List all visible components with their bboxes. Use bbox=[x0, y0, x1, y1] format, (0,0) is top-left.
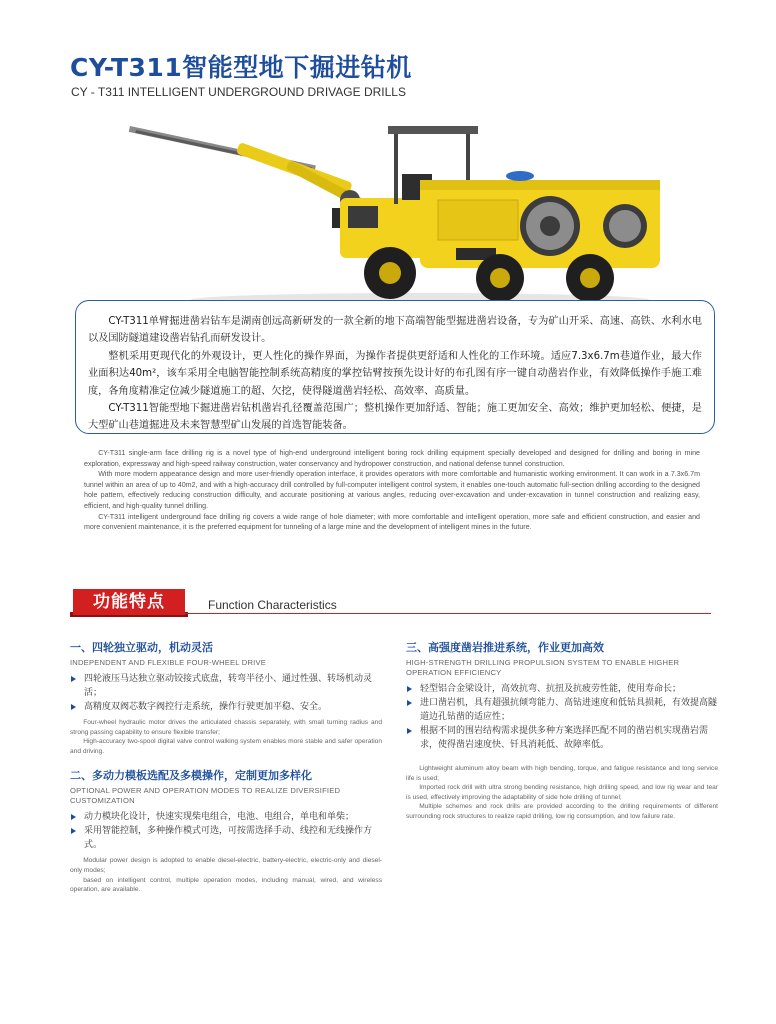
intro-cn-paragraph: CY-T311智能型地下掘进凿岩钻机凿岩孔径覆盖范围广；整机操作更加舒适、智能；施工更加安全、高效；维护更加轻松、便捷，是大型矿山巷道掘进及未来智慧型矿山发展的首选智能装备。 bbox=[88, 403, 702, 432]
banner-divider bbox=[185, 613, 711, 614]
list-item: 动力模块化设计，快速实现柴电组合，电池、电组合，单电和单柴； bbox=[70, 810, 382, 824]
features-left-column bbox=[70, 640, 382, 895]
triangle-bullet-icon bbox=[407, 728, 412, 734]
feature-subtitle: HIGH-STRENGTH DRILLING PROPULSION SYSTEM TO ENABLE HIGHER OPERATION EFFICIENCY bbox=[406, 658, 680, 677]
feature-en-paragraph: Lightweight aluminum alloy beam with high bending, torque, and fatigue resistance and long service life is used; bbox=[406, 765, 718, 782]
features-banner-en: Function Characteristics bbox=[208, 598, 337, 612]
feature-en-paragraph: Imported rock drill with ultra strong bending resistance, high drilling speed, and low rig wear and tear is used, effectively improving the adaptability of side hole drilling of tunnel; bbox=[406, 784, 718, 801]
feature-title: 一、四轮独立驱动，机动灵活 bbox=[70, 641, 213, 654]
triangle-bullet-icon bbox=[407, 700, 412, 706]
triangle-bullet-icon bbox=[71, 704, 76, 710]
intro-cn-paragraph: CY-T311单臂掘进凿岩钻车是湖南创远高新研发的一款全新的地下高端智能型掘进凿岩设备，专为矿山开采、高速、高铁、水利水电以及国防隧道建设凿岩钻孔而研发设计。 bbox=[88, 316, 702, 345]
intro-en-paragraph: CY-T311 single-arm face drilling rig is a novel type of high-end underground intelligent boring rock drilling equipment specially developed and designed for drilling and boring in mine exploration, expressway and high-speed railway construction, water conservancy and hydropower construction, and national defense tunnel construction. bbox=[84, 449, 700, 468]
intro-en bbox=[84, 448, 700, 533]
feature-section bbox=[70, 640, 382, 756]
feature-subtitle: INDEPENDENT AND FLEXIBLE FOUR-WHEEL DRIVE bbox=[70, 658, 266, 667]
list-item: 四轮液压马达独立驱动铰接式底盘，转弯半径小、通过性强、转场机动灵活； bbox=[70, 672, 382, 700]
intro-cn-box bbox=[75, 300, 715, 434]
intro-en-paragraph: With more modern appearance design and more user-friendly operation interface, it provides operators with more comfortable and humanistic working environment. It can work in a 7.3x6.7m tunnel within an area of up to 40m2, and with a high-accuracy drill controlled by full-computer intelligent control system, it enables one-touch automatic full-section drilling according to the designed hole pattern, effectively reducing construction difficulty, and accurate positioning at various angles, reducing over-excavation and under-excavation in tunnel construction and realizing easy, efficient, and high-quality tunnel drilling. bbox=[84, 470, 700, 510]
triangle-bullet-icon bbox=[407, 686, 412, 692]
triangle-bullet-icon bbox=[71, 676, 76, 682]
list-item: 高精度双阀芯数字阀控行走系统，操作行驶更加平稳、安全。 bbox=[70, 700, 382, 714]
feature-subtitle: OPTIONAL POWER AND OPERATION MODES TO REALIZE DIVERSIFIED CUSTOMIZATION bbox=[70, 786, 341, 806]
drilling-rig-illustration bbox=[120, 108, 680, 308]
intro-en-paragraph: CY-T311 intelligent underground face drilling rig covers a wide range of hole diameter; with more comfortable and intelligent operation, more safe and efficient construction, and easier and more convenient maintenance, it is the preferred equipment for tunneling of a large mine and the development of intelligent mines in the future. bbox=[84, 512, 700, 532]
feature-en-paragraph: Multiple schemes and rock drills are provided according to the drilling requirements of different surrounding rock structures to realize rapid drilling, low rig consumption, and low failure rate. bbox=[406, 803, 718, 820]
list-item: 根据不同的围岩结构需求提供多种方案选择匹配不同的凿岩机实现凿岩需求，使得凿岩速度快、钎具消耗低、故障率低。 bbox=[406, 724, 718, 752]
feature-en bbox=[70, 856, 382, 894]
feature-en-paragraph: High-accuracy two-spool digital valve control walking system enables more stable and safer operation and driving. bbox=[70, 738, 382, 755]
intro-cn-paragraph: 整机采用更现代化的外观设计，更人性化的操作界面，为操作者提供更舒适和人性化的工作环境。适应7.3x6.7m巷道作业，最大作业面积达40m²，该车采用全电脑智能控制系统高精度的掌控钻臂按预先设计好的布孔图有序一键自动凿岩作业，有效降低操作手施工难度，各角度精准定位减少隧道施工的超、欠挖，使得隧道凿岩轻松、高效率、高质量。 bbox=[88, 350, 702, 397]
triangle-bullet-icon bbox=[71, 828, 76, 834]
feature-en bbox=[70, 718, 382, 756]
page-title: CY-T311智能型地下掘进钻机 bbox=[70, 53, 412, 82]
list-item: 进口凿岩机，具有超强抗倾弯能力、高钻进速度和低钻具损耗，有效提高隧道边孔钻凿的适应性； bbox=[406, 696, 718, 724]
features-banner: 功能特点 bbox=[73, 589, 185, 615]
triangle-bullet-icon bbox=[71, 814, 76, 820]
feature-bullets bbox=[406, 682, 718, 752]
feature-en-paragraph: based on intelligent control, multiple operation modes, including manual, wired, and wireless operation, are available. bbox=[70, 876, 382, 894]
feature-bullets bbox=[70, 810, 382, 852]
feature-section bbox=[70, 768, 382, 894]
feature-title: 三、高强度凿岩推进系统，作业更加高效 bbox=[406, 641, 604, 654]
feature-en-paragraph: Four-wheel hydraulic motor drives the articulated chassis separately, with small turning radius and strong passing capability to ensure flexible transfer; bbox=[70, 719, 382, 736]
feature-section bbox=[406, 640, 718, 822]
feature-bullets bbox=[70, 672, 382, 714]
list-item: 轻型铝合金梁设计，高效抗弯、抗扭及抗疲劳性能，使用寿命长； bbox=[406, 682, 718, 696]
feature-title: 二、多动力模板选配及多模操作，定制更加多样化 bbox=[70, 769, 312, 783]
feature-en bbox=[406, 764, 718, 822]
feature-en-paragraph: Modular power design is adopted to enable diesel-electric, battery-electric, electric-only and diesel-only modes; bbox=[70, 857, 382, 874]
list-item: 采用智能控制，多种操作模式可选，可按需选择手动、线控和无线操作方式。 bbox=[70, 824, 382, 852]
features-right-column bbox=[406, 640, 718, 822]
page-subtitle: CY - T311 INTELLIGENT UNDERGROUND DRIVAGE DRILLS bbox=[71, 85, 406, 99]
